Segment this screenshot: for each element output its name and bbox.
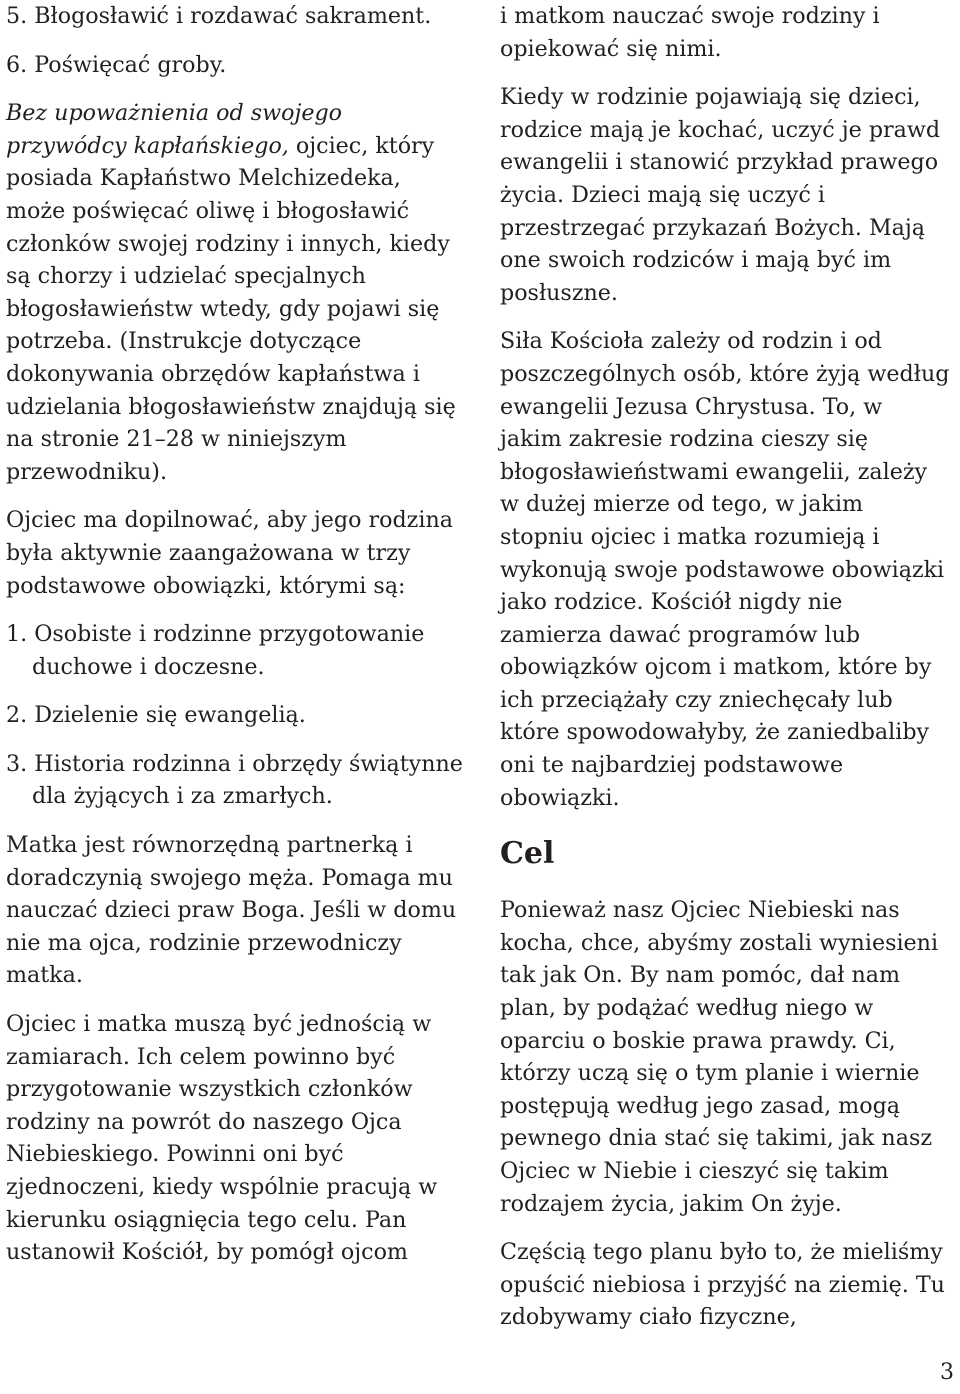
paragraph-mother: Matka jest równorzędną partnerką i doradczynią swojego męża. Pomaga mu nauczać dzieci praw Boga. Jeśli w domu nie ma ojca, rodzinie przewodniczy matka. <box>6 832 457 989</box>
paragraph-church-strength: Siła Kościoła zależy od rodzin i od poszczególnych osób, które żyją według ewangelii Jezusa Chrystusa. To, w jakim zakresie rodzina cieszy się błogosławieństwami ewangelii, zależy w dużej mierze od tego, w jakim stopniu ojciec i matka rozumieją i wykonują swoje podstawowe obowiązki jako rodzice. Kościół nigdy nie zamierza dawać programów lub obowiązków ojcom i matkom, które by ich przeciążały czy zniechęcały lub które spowodowałyby, że zaniedbaliby oni te najbardziej podstawowe obowiązki. <box>500 328 950 811</box>
section-heading-cel: Cel <box>500 836 555 872</box>
paragraph-authority-text: ojciec, który posiada Kapłaństwo Melchizedeka, może poświęcać oliwę i błogosławić członków swojej rodziny i innych, kiedy są chorzy i udzielać specjalnych błogosławieństw wtedy, gdy pojawi się potrzeba. (Instrukcje dotyczące dokonywania obrzędów kapłaństwa i udzielania błogosławieństw znajdują się na stronie 21–28 w niniejszym przewodniku). <box>6 132 456 485</box>
list-item-2: 2. Dzielenie się ewangelią. <box>6 702 306 729</box>
paragraph-authority <box>6 97 464 488</box>
list-item-6: 6. Poświęcać groby. <box>6 51 227 78</box>
list-item-3: 3. Historia rodzinna i obrzędy świątynne dla żyjących i za zmarłych. <box>6 750 463 810</box>
paragraph-earth: Częścią tego planu było to, że mieliśmy opuścić niebiosa i przyjść na ziemię. Tu zdobywamy ciało fizyczne, <box>500 1239 945 1331</box>
page-number: 3 <box>940 1360 954 1385</box>
left-column <box>6 0 464 1285</box>
paragraph-duties-intro: Ojciec ma dopilnować, aby jego rodzina była aktywnie zaangażowana w trzy podstawowe obowiązki, którymi są: <box>6 507 453 599</box>
list-item-5: 5. Błogosławić i rozdawać sakrament. <box>6 3 432 29</box>
paragraph-authority-italic: Bez upoważnienia od swojego przywódcy kapłańskiego, <box>6 100 343 159</box>
paragraph-plan: Ponieważ nasz Ojciec Niebieski nas kocha, chce, abyśmy zostali wyniesieni tak jak On. By nam pomóc, dał nam plan, by podążać według niego w oparciu o boskie prawa prawdy. Ci, którzy uczą się o tym planie i wiernie postępują według jego zasad, mogą pewnego dnia stać się takimi, jak nasz Ojciec w Niebie i cieszyć się takim rodzajem życia, jakim On żyje. <box>500 897 939 1217</box>
paragraph-children: Kiedy w rodzinie pojawiają się dzieci, rodzice mają je kochać, uczyć je prawd ewangelii i stanowić przykład prawego życia. Dzieci mają się uczyć i przestrzegać przykazań Bożych. Mają one swoich rodziców i mają być im posłuszne. <box>500 84 941 306</box>
paragraph-continuation: i matkom nauczać swoje rodziny i opiekować się nimi. <box>500 3 880 62</box>
list-item-1: 1. Osobiste i rodzinne przygotowanie duchowe i doczesne. <box>6 621 425 680</box>
right-column <box>500 0 950 1350</box>
paragraph-unity: Ojciec i matka muszą być jednością w zamiarach. Ich celem powinno być przygotowanie wszystkich członków rodziny na powrót do naszego Ojca Niebieskiego. Powinni oni być zjednoczeni, kiedy wspólnie pracują w kierunku osiągnięcia tego celu. Pan ustanowił Kościół, by pomógł ojcom <box>6 1011 438 1266</box>
